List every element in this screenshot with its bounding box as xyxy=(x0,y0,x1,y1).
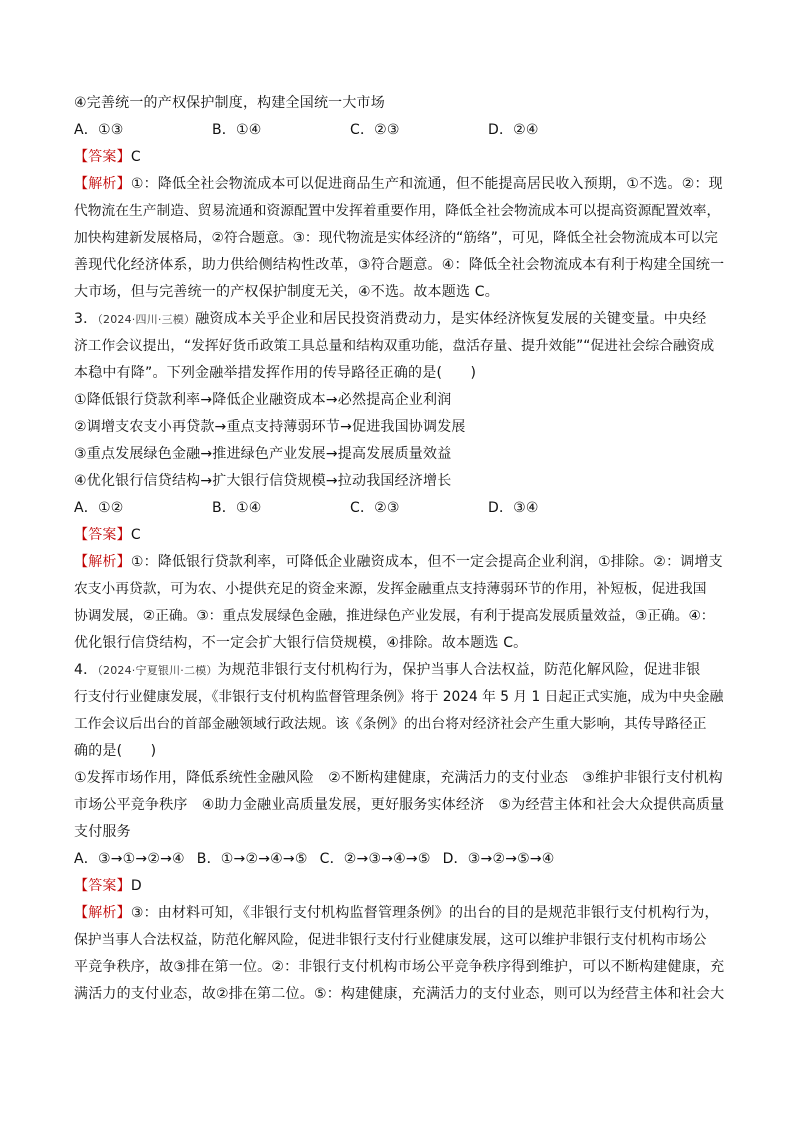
q3-stem-line: 本稳中有降”。下列金融举措发挥作用的传导路径正确的是( ) xyxy=(74,365,477,381)
q3-stem-line: 3．（2024·四川·三模）融资成本关乎企业和居民投资消费动力，是实体经济恢复发展的关键变量。中央经 xyxy=(74,311,707,327)
answer-label: 【答案】 xyxy=(74,527,131,543)
q4-analysis-line: 保护当事人合法权益，防范化解风险，促进非银行支付行业健康发展，这可以维护非银行支付机构市场公 xyxy=(74,932,707,948)
q3-analysis-line: 农支小再贷款，可为农、小提供充足的资金来源，发挥金融重点支持薄弱环节的作用，补短板，促进我国 xyxy=(74,581,707,597)
q3-analysis-line: 协调发展，②正确。③：重点发展绿色金融，推进绿色产业发展，有利于提高发展质量效益，③正确。④： xyxy=(74,608,715,624)
q3-analysis-line: 优化银行信贷结构，不一定会扩大银行信贷规模，④排除。故本题选 C。 xyxy=(74,635,528,651)
q4-source: （2024·宁夏银川·二模） xyxy=(97,664,218,677)
q2-item-4: ④完善统一的产权保护制度，构建全国统一大市场 xyxy=(74,95,385,111)
q4-answer xyxy=(74,873,724,900)
q2-option-c: C．②③ xyxy=(350,122,400,138)
q3-option-b: B．①④ xyxy=(212,500,262,516)
q4-number: 4． xyxy=(74,662,98,678)
q3-stem-line: 济工作会议提出，“发挥好货币政策工具总量和结构双重功能，盘活存量、提升效能”“促进社会综合融资成 xyxy=(74,338,715,354)
q4-analysis-line: 【解析】③：由材料可知，《非银行支付机构监督管理条例》的出台的目的是规范非银行支付机构行为， xyxy=(74,905,719,921)
q3-item-4: ④优化银行信贷结构→扩大银行信贷规模→拉动我国经济增长 xyxy=(74,473,452,489)
q2-analysis-line: 大市场，但与完善统一的产权保护制度无关，④不选。故本题选 C。 xyxy=(74,284,499,300)
q3-source: （2024·四川·三模） xyxy=(97,313,196,326)
q3-item-2: ②调增支农支小再贷款→重点支持薄弱环节→促进我国协调发展 xyxy=(74,419,466,435)
q4-option-a: A．③→①→②→④ xyxy=(74,851,185,867)
q4-items-line: 市场公平竞争秩序 ④助力金融业高质量发展，更好服务实体经济 ⑤为经营主体和社会大众提供高质量 xyxy=(74,797,724,813)
q2-analysis-line: 【解析】①：降低全社会物流成本可以促进商品生产和流通，但不能提高居民收入预期，①不选。②：现 xyxy=(74,176,723,192)
q2-option-b: B．①④ xyxy=(212,122,262,138)
q4-stem-line: 4．（2024·宁夏银川·二模）为规范非银行支付机构行为，保护当事人合法权益，防范化解风险，促进非银 xyxy=(74,662,701,678)
analysis-label: 【解析】 xyxy=(74,176,131,192)
q2-analysis-line: 加快构建新发展格局，②符合题意。③：现代物流是实体经济的“筋络”，可见，降低全社会物流成本可以完 xyxy=(74,230,718,246)
answer-label: 【答案】 xyxy=(74,878,131,894)
q3-option-d: D．③④ xyxy=(488,500,539,516)
q4-items-line: 支付服务 xyxy=(74,824,131,840)
q2-option-d: D．②④ xyxy=(488,122,539,138)
q3-analysis-line: 【解析】①：降低银行贷款利率，可降低企业融资成本，但不一定会提高企业利润，①排除。②：调增支 xyxy=(74,554,723,570)
q3-answer xyxy=(74,522,724,549)
q4-stem-line: 工作会议后出台的首部金融领域行政法规。该《条例》的出台将对经济社会产生重大影响，其传导路径正 xyxy=(74,716,707,732)
q2-answer xyxy=(74,144,724,171)
answer-value: D xyxy=(130,878,142,894)
q2-option-a: A．①③ xyxy=(74,122,124,138)
q3-option-c: C．②③ xyxy=(350,500,400,516)
analysis-label: 【解析】 xyxy=(74,554,131,570)
q2-analysis-line: 善现代化经济体系，助力供给侧结构性改革，③符合题意。④：降低全社会物流成本有利于构建全国统一 xyxy=(74,257,724,273)
q4-analysis-line: 满活力的支付业态，故②排在第二位。⑤：构建健康，充满活力的支付业态，则可以为经营主体和社会大 xyxy=(74,986,724,1002)
analysis-label: 【解析】 xyxy=(74,905,131,921)
answer-value: C xyxy=(130,149,141,165)
q3-item-1: ①降低银行贷款利率→降低企业融资成本→必然提高企业利润 xyxy=(74,392,452,408)
q3-item-3: ③重点发展绿色金融→推进绿色产业发展→提高发展质量效益 xyxy=(74,446,452,462)
q4-options xyxy=(74,846,724,873)
q4-stem-line: 行支付行业健康发展，《非银行支付机构监督管理条例》将于 2024 年 5 月 1 日起正式实施，成为中央金融 xyxy=(74,689,724,705)
q3-number: 3． xyxy=(74,311,98,327)
q4-option-b: B．①→②→④→⑤ xyxy=(196,851,308,867)
q4-option-c: C．②→③→④→⑤ xyxy=(319,851,431,867)
answer-value: C xyxy=(130,527,141,543)
q4-stem-line: 确的是( ) xyxy=(74,743,157,759)
answer-label: 【答案】 xyxy=(74,149,131,165)
q2-analysis-line: 代物流在生产制造、贸易流通和资源配置中发挥着重要作用，降低全社会物流成本可以提高资源配置效率， xyxy=(74,203,721,219)
document-content xyxy=(74,90,724,1008)
q3-options xyxy=(74,495,724,522)
q4-items-line: ①发挥市场作用，降低系统性金融风险 ②不断构建健康，充满活力的支付业态 ③维护非银行支付机构 xyxy=(74,770,723,786)
q4-analysis-line: 平竞争秩序，故③排在第一位。②：非银行支付机构市场公平竞争秩序得到维护，可以不断构建健康，充 xyxy=(74,959,724,975)
q4-option-d: D．③→②→⑤→④ xyxy=(442,851,555,867)
q2-options xyxy=(74,117,724,144)
q3-option-a: A．①② xyxy=(74,500,124,516)
